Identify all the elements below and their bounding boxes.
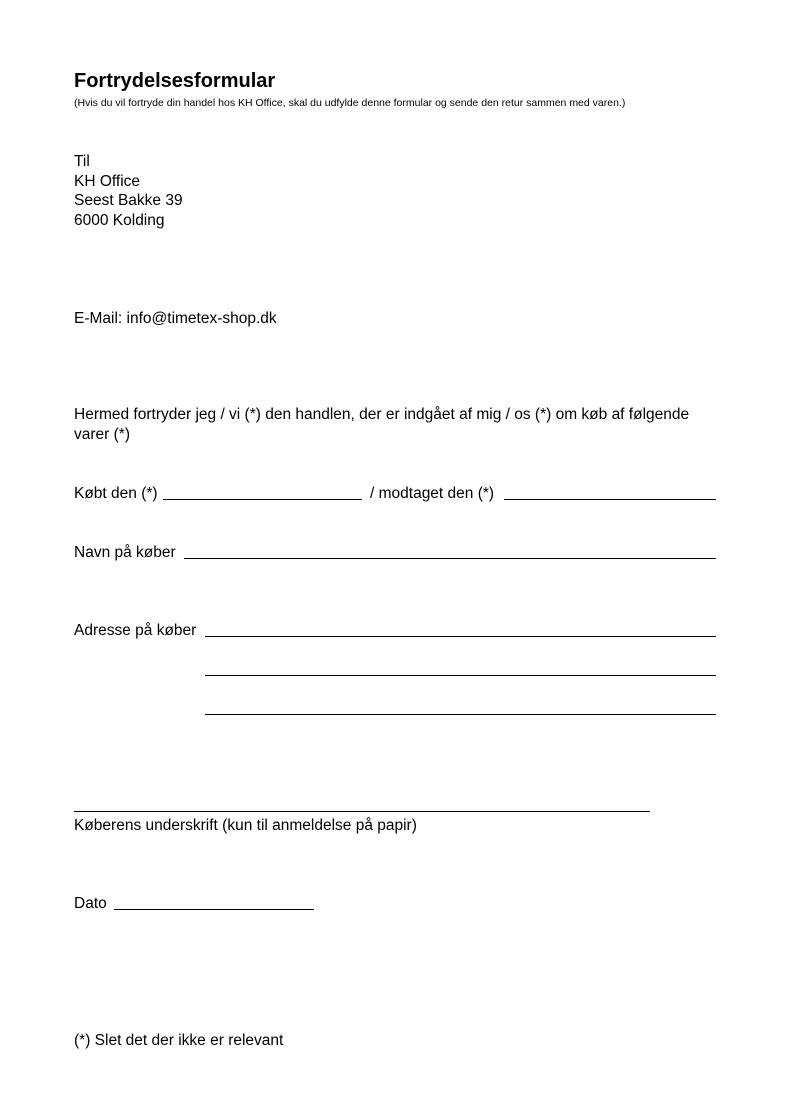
signature-label: Køberens underskrift (kun til anmeldelse på papir)	[74, 817, 417, 834]
withdrawal-statement: Hermed fortryder jeg / vi (*) den handlen, der er indgået af mig / os (*) om køb af følgende varer (*)	[74, 406, 690, 443]
buyer-address-line-1[interactable]	[205, 636, 716, 637]
buyer-name-label: Navn på køber	[74, 544, 176, 561]
recipient-street: Seest Bakke 39	[74, 192, 183, 209]
recipient-address	[74, 152, 183, 230]
form-subtitle: (Hvis du vil fortryde din handel hos KH Office, skal du udfylde denne formular og sende den retur sammen med varen.)	[74, 97, 626, 109]
received-date-label: / modtaget den (*)	[370, 485, 495, 502]
signature-line[interactable]	[74, 811, 650, 812]
footnote: (*) Slet det der ikke er relevant	[74, 1032, 284, 1049]
contact-email: E-Mail: info@timetex-shop.dk	[74, 310, 277, 327]
recipient-to-label: Til	[74, 153, 90, 170]
buyer-address-line-3[interactable]	[205, 714, 716, 715]
recipient-company: KH Office	[74, 172, 141, 190]
buyer-address-label: Adresse på køber	[74, 622, 197, 639]
received-date-line[interactable]	[504, 499, 716, 500]
buyer-name-line[interactable]	[184, 558, 716, 559]
date-line[interactable]	[114, 909, 314, 910]
recipient-city: 6000 Kolding	[74, 211, 165, 229]
bought-date-line[interactable]	[163, 499, 362, 500]
date-label: Dato	[74, 895, 107, 912]
bought-date-label: Købt den (*)	[74, 485, 158, 502]
buyer-address-line-2[interactable]	[205, 675, 716, 676]
form-title: Fortrydelsesformular	[74, 70, 276, 92]
